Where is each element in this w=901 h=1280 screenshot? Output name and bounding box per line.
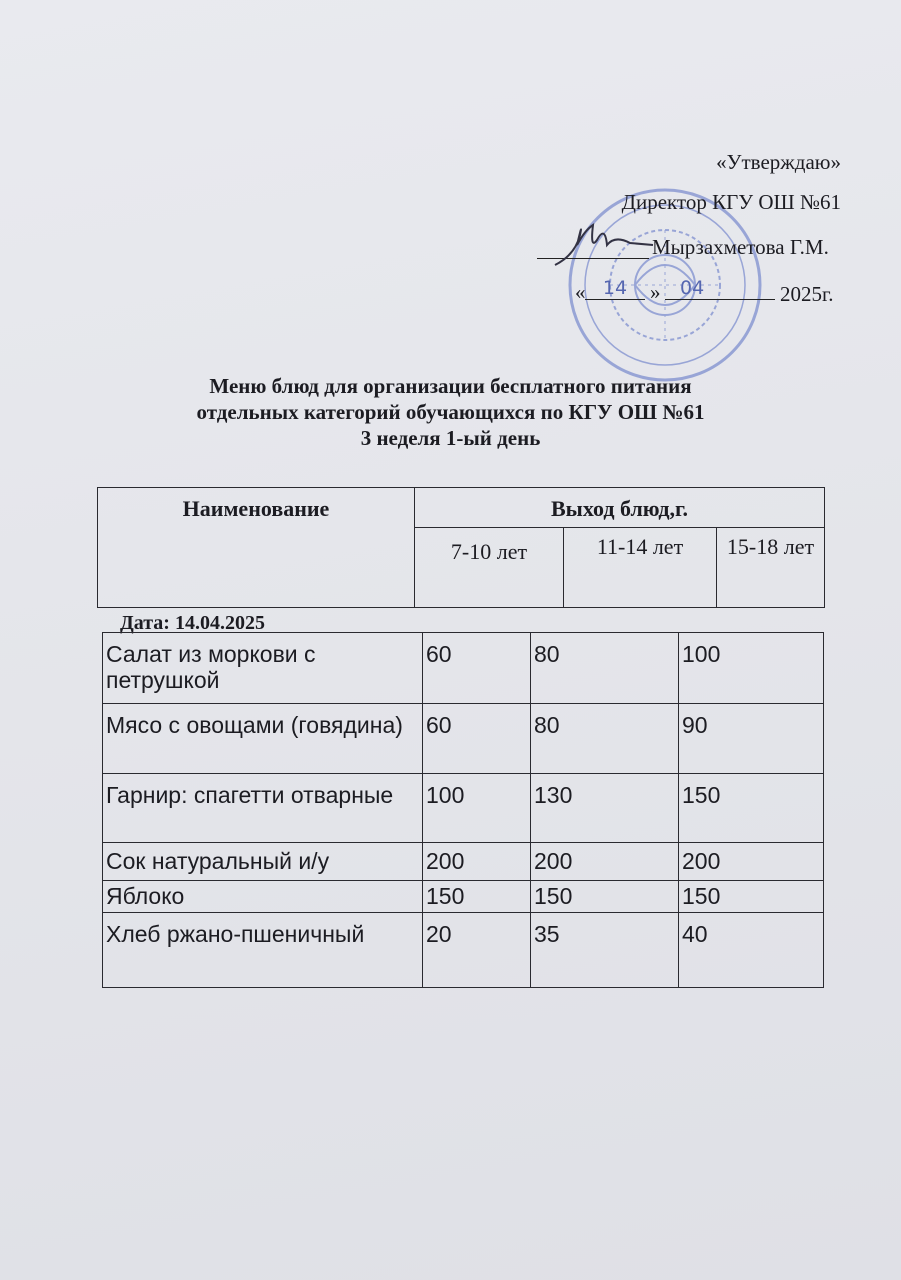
yield-value: 60 [423,633,531,704]
table-row [103,633,824,704]
yield-value: 40 [679,913,824,988]
dish-name: Хлеб ржано-пшеничный [103,913,423,988]
yield-value: 60 [423,704,531,774]
age-header: 11-14 лет [564,528,717,608]
approver-name: Мырзахметова Г.М. [652,235,829,259]
title-line-1: Меню блюд для организации бесплатного питания [209,374,692,398]
yield-value: 80 [531,633,679,704]
yield-value: 20 [423,913,531,988]
yield-value: 90 [679,704,824,774]
age-header: 7-10 лет [415,528,564,608]
approval-year: 2025г. [780,282,834,306]
table-row [103,843,824,881]
yield-value: 35 [531,913,679,988]
yield-value: 150 [679,774,824,843]
approval-label: «Утверждаю» [716,150,841,174]
title-line-2: отдельных категорий обучающихся по КГУ ОШ №61 [196,400,705,424]
date-quote-open: « [575,280,586,304]
dish-name: Мясо с овощами (говядина) [103,704,423,774]
yield-value: 80 [531,704,679,774]
yield-value: 130 [531,774,679,843]
table-row [103,881,824,913]
yield-value: 200 [423,843,531,881]
yield-value: 100 [423,774,531,843]
approval-day: 14 [585,277,645,300]
col-yield-header: Выход блюд,г. [415,488,825,528]
dish-name: Салат из моркови с петрушкой [103,633,423,704]
dish-name: Яблоко [103,881,423,913]
dish-name: Гарнир: спагетти отварные [103,774,423,843]
table-row [103,774,824,843]
table-row [103,913,824,988]
table-row [103,704,824,774]
yield-value: 200 [679,843,824,881]
menu-table [102,632,824,988]
yield-value: 150 [679,881,824,913]
date-label: Дата: 14.04.2025 [120,612,265,634]
yield-value: 150 [531,881,679,913]
approver-position: Директор КГУ ОШ №61 [621,190,841,214]
date-quote-close: » [650,280,661,304]
title-line-3: 3 неделя 1-ый день [360,426,541,450]
signature [535,215,655,275]
header-table [97,487,825,608]
yield-value: 150 [423,881,531,913]
approval-month: 04 [665,277,775,300]
yield-value: 200 [531,843,679,881]
col-name-header: Наименование [98,488,415,608]
dish-name: Сок натуральный и/у [103,843,423,881]
yield-value: 100 [679,633,824,704]
age-header: 15-18 лет [717,528,825,608]
